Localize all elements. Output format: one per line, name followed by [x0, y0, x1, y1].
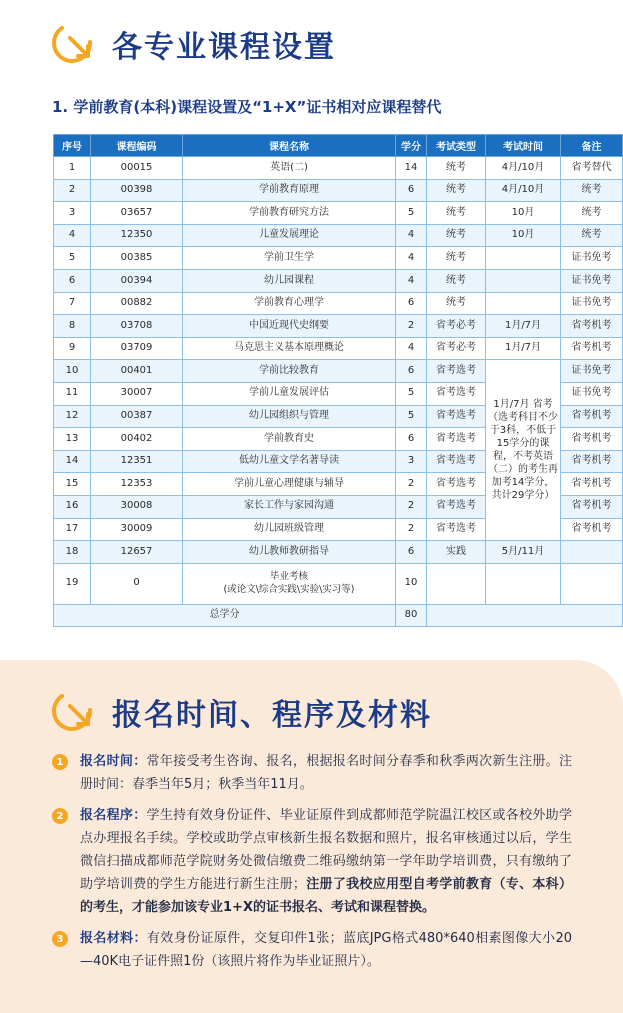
cell-credit: 6 [396, 292, 427, 315]
cell-no: 12 [54, 405, 91, 428]
cell-exam-type: 省考选考 [427, 428, 486, 451]
total-empty [427, 604, 623, 627]
cell-credit: 4 [396, 269, 427, 292]
number-badge: 3 [52, 931, 68, 947]
cell-exam-time: 4月/10月 [486, 157, 561, 180]
cell-exam-time [486, 563, 561, 604]
cell-code: 00394 [91, 269, 183, 292]
cell-credit: 6 [396, 360, 427, 383]
table-row [54, 541, 623, 564]
total-row [54, 604, 623, 627]
cell-credit: 4 [396, 247, 427, 270]
cell-no: 4 [54, 224, 91, 247]
item-text: 有效身份证原件，交复印件1张；蓝底JPG格式480*640相素图像大小20—40K电子证件照1份（该照片将作为毕业证照片）。 [80, 931, 572, 969]
cell-credit: 6 [396, 179, 427, 202]
cell-exam-type: 统考 [427, 202, 486, 225]
cell-remark: 省考机考 [561, 337, 623, 360]
cell-no: 8 [54, 315, 91, 338]
cell-no: 18 [54, 541, 91, 564]
cell-credit: 10 [396, 563, 427, 604]
cell-code: 03708 [91, 315, 183, 338]
table-row [54, 179, 623, 202]
section-arrow-icon [50, 688, 102, 736]
total-credit: 80 [396, 604, 427, 627]
item-emphasis: 注册了我校应用型自考学前教育（专、本科）的考生，才能参加该专业1+X的证书报名、考试和课程替换。 [80, 877, 572, 915]
header-exam-type: 考试类型 [427, 135, 486, 157]
cell-credit: 6 [396, 428, 427, 451]
table-subtitle: 1. 学前教育(本科)课程设置及“1+X”证书相对应课程替代 [52, 98, 442, 116]
cell-code: 12350 [91, 224, 183, 247]
cell-remark: 省考机考 [561, 518, 623, 541]
cell-no: 2 [54, 179, 91, 202]
cell-remark: 统考 [561, 179, 623, 202]
cell-remark: 省考机考 [561, 450, 623, 473]
cell-name: 学前教育研究方法 [183, 202, 396, 225]
cell-exam-type: 省考选考 [427, 473, 486, 496]
section-arrow-icon [50, 20, 102, 68]
cell-exam-type: 省考选考 [427, 382, 486, 405]
section-header-registration [50, 688, 432, 736]
cell-remark: 证书免考 [561, 269, 623, 292]
table-row [54, 292, 623, 315]
section-title: 各专业课程设置 [112, 30, 336, 65]
cell-name: 幼儿教师教研指导 [183, 541, 396, 564]
cell-code: 12351 [91, 450, 183, 473]
cell-exam-type: 省考选考 [427, 360, 486, 383]
cell-name: 幼儿园课程 [183, 269, 396, 292]
cell-credit: 2 [396, 518, 427, 541]
course-table [53, 134, 623, 627]
cell-no: 3 [54, 202, 91, 225]
cell-exam-time: 1月/7月 [486, 315, 561, 338]
list-item [52, 804, 572, 919]
cell-exam-time [486, 247, 561, 270]
cell-code: 00882 [91, 292, 183, 315]
cell-credit: 5 [396, 382, 427, 405]
cell-name: 学前儿童发展评估 [183, 382, 396, 405]
table-row [54, 337, 623, 360]
total-label: 总学分 [54, 604, 396, 627]
cell-name: 学前教育心理学 [183, 292, 396, 315]
cell-code: 03709 [91, 337, 183, 360]
cell-code: 00387 [91, 405, 183, 428]
cell-name: 幼儿园班级管理 [183, 518, 396, 541]
table-row [54, 269, 623, 292]
cell-exam-type: 省考必考 [427, 337, 486, 360]
cell-credit: 2 [396, 495, 427, 518]
cell-exam-time: 5月/11月 [486, 541, 561, 564]
cell-exam-time [486, 269, 561, 292]
cell-code: 12657 [91, 541, 183, 564]
cell-no: 9 [54, 337, 91, 360]
cell-exam-type: 统考 [427, 247, 486, 270]
table-row [54, 202, 623, 225]
cell-no: 1 [54, 157, 91, 180]
cell-exam-time: 10月 [486, 224, 561, 247]
header-credit: 学分 [396, 135, 427, 157]
cell-code: 00398 [91, 179, 183, 202]
list-item [52, 927, 572, 973]
cell-code: 30009 [91, 518, 183, 541]
cell-code: 30007 [91, 382, 183, 405]
cell-credit: 4 [396, 224, 427, 247]
cell-no: 19 [54, 563, 91, 604]
cell-name: 学前比较教育 [183, 360, 396, 383]
cell-code: 00401 [91, 360, 183, 383]
cell-code: 0 [91, 563, 183, 604]
cell-code: 00402 [91, 428, 183, 451]
cell-credit: 5 [396, 405, 427, 428]
cell-remark: 证书免考 [561, 382, 623, 405]
item-label: 报名程序： [80, 808, 147, 823]
item-text: 常年接受考生咨询、报名，根据报名时间分春季和秋季两次新生注册。注册时间：春季当年5月；秋季当年11月。 [80, 754, 572, 792]
cell-exam-type: 实践 [427, 541, 486, 564]
cell-remark: 证书免考 [561, 360, 623, 383]
cell-no: 10 [54, 360, 91, 383]
cell-no: 6 [54, 269, 91, 292]
cell-code: 12353 [91, 473, 183, 496]
cell-name: 马克思主义基本原理概论 [183, 337, 396, 360]
cell-credit: 6 [396, 541, 427, 564]
cell-name: 中国近现代史纲要 [183, 315, 396, 338]
cell-remark: 统考 [561, 202, 623, 225]
cell-exam-type: 统考 [427, 269, 486, 292]
cell-exam-time [486, 292, 561, 315]
item-label: 报名时间： [80, 754, 147, 769]
item-text: 学生持有效身份证件、毕业证原件到成都师范学院温江校区或各校外助学点办理报名手续。学校或助学点审核新生报名数据和照片，报名审核通过以后，学生微信扫描成都师范学院财务处微信缴费二维码缴纳第一学年助学培训费，只有缴纳了助学培训费的学生方能进行新生注册； [80, 808, 572, 892]
cell-exam-time: 10月 [486, 202, 561, 225]
cell-name: 毕业考核 (或论文\综合实践\实验\实习等) [183, 563, 396, 604]
item-label: 报名材料： [80, 931, 147, 946]
table-row [54, 563, 623, 604]
number-badge: 2 [52, 808, 68, 824]
table-header-row [54, 135, 623, 157]
cell-exam-type: 省考选考 [427, 518, 486, 541]
cell-exam-type [427, 563, 486, 604]
cell-name: 儿童发展理论 [183, 224, 396, 247]
cell-name: 英语(二) [183, 157, 396, 180]
cell-name: 学前卫生学 [183, 247, 396, 270]
cell-credit: 2 [396, 473, 427, 496]
table-row [54, 360, 623, 383]
cell-remark: 省考机考 [561, 428, 623, 451]
cell-remark: 省考机考 [561, 315, 623, 338]
cell-remark [561, 563, 623, 604]
cell-exam-type: 统考 [427, 292, 486, 315]
cell-name: 家长工作与家园沟通 [183, 495, 396, 518]
cell-credit: 3 [396, 450, 427, 473]
cell-no: 15 [54, 473, 91, 496]
cell-exam-time: 1月/7月 [486, 337, 561, 360]
cell-no: 16 [54, 495, 91, 518]
list-item [52, 750, 572, 796]
cell-no: 13 [54, 428, 91, 451]
cell-remark: 统考 [561, 224, 623, 247]
cell-exam-type: 省考选考 [427, 450, 486, 473]
cell-remark: 省考替代 [561, 157, 623, 180]
cell-code: 03657 [91, 202, 183, 225]
cell-remark [561, 541, 623, 564]
cell-remark: 证书免考 [561, 292, 623, 315]
cell-name: 学前教育原理 [183, 179, 396, 202]
number-badge: 1 [52, 754, 68, 770]
cell-credit: 5 [396, 202, 427, 225]
cell-no: 17 [54, 518, 91, 541]
cell-name: 学前儿童心理健康与辅导 [183, 473, 396, 496]
registration-list [52, 750, 572, 981]
cell-exam-type: 统考 [427, 157, 486, 180]
cell-credit: 2 [396, 315, 427, 338]
header-name: 课程名称 [183, 135, 396, 157]
cell-no: 14 [54, 450, 91, 473]
cell-exam-type: 省考选考 [427, 495, 486, 518]
table-row [54, 247, 623, 270]
cell-no: 11 [54, 382, 91, 405]
header-remark: 备注 [561, 135, 623, 157]
cell-name: 幼儿园组织与管理 [183, 405, 396, 428]
cell-credit: 14 [396, 157, 427, 180]
cell-name: 学前教育史 [183, 428, 396, 451]
cell-no: 5 [54, 247, 91, 270]
cell-remark: 省考机考 [561, 495, 623, 518]
cell-no: 7 [54, 292, 91, 315]
cell-code: 30008 [91, 495, 183, 518]
cell-exam-type: 统考 [427, 179, 486, 202]
cell-exam-time: 4月/10月 [486, 179, 561, 202]
header-no: 序号 [54, 135, 91, 157]
table-row [54, 157, 623, 180]
cell-code: 00385 [91, 247, 183, 270]
cell-exam-type: 省考选考 [427, 405, 486, 428]
cell-exam-type: 省考必考 [427, 315, 486, 338]
section-header-courses [50, 20, 336, 68]
cell-remark: 省考机考 [561, 473, 623, 496]
header-code: 课程编码 [91, 135, 183, 157]
table-row [54, 315, 623, 338]
merged-exam-time-cell: 1月/7月 省考（选考科目不少于3科，不低于15学分的课程，不考英语（二）的考生再加考14学分，共计29学分） [486, 360, 561, 541]
cell-remark: 证书免考 [561, 247, 623, 270]
table-row [54, 224, 623, 247]
section-title: 报名时间、程序及材料 [112, 698, 432, 733]
header-exam-time: 考试时间 [486, 135, 561, 157]
cell-code: 00015 [91, 157, 183, 180]
cell-credit: 4 [396, 337, 427, 360]
cell-exam-type: 统考 [427, 224, 486, 247]
cell-name: 低幼儿童文学名著导读 [183, 450, 396, 473]
cell-remark: 省考机考 [561, 405, 623, 428]
